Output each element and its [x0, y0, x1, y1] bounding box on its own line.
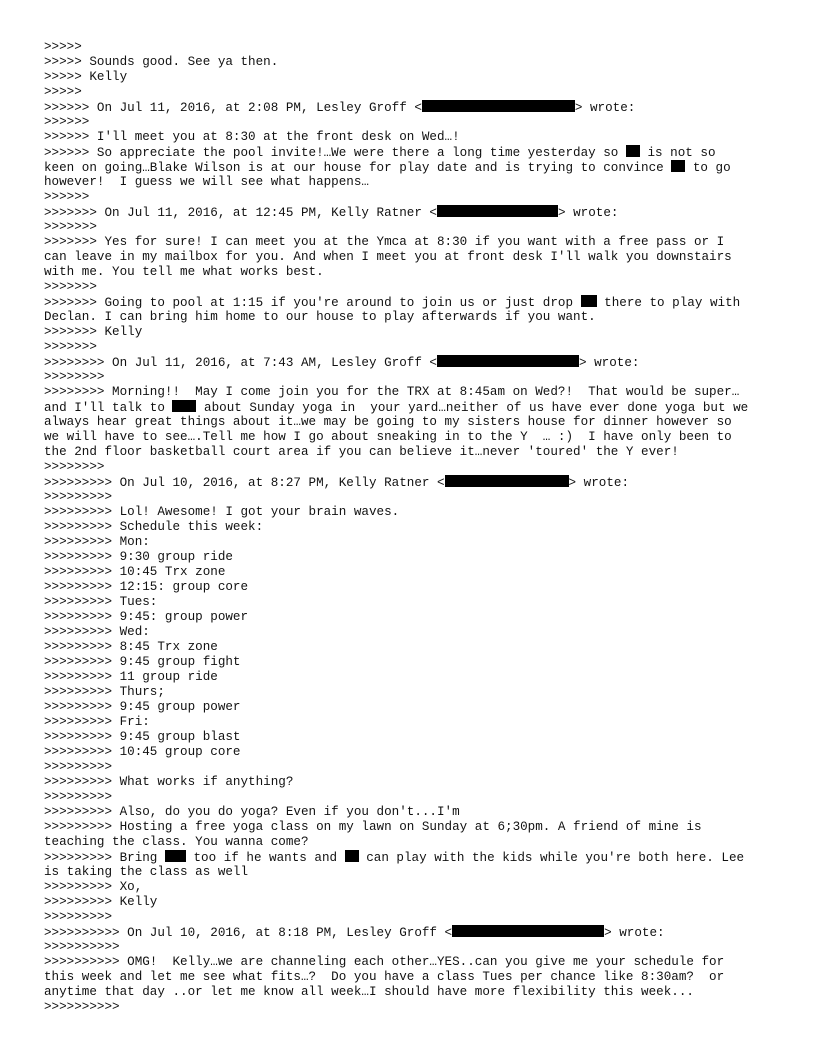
text-segment: > wrote: [558, 206, 619, 220]
email-header-line [44, 925, 784, 940]
text-line [44, 145, 784, 160]
text-segment: >>>>>>>> On Jul 11, 2016, at 7:43 AM, Lesley Groff < [44, 356, 437, 370]
redaction-block [165, 850, 186, 862]
text-line: >>>>>>>>> Xo, [44, 880, 143, 894]
text-segment: >>>>>>>>>> On Jul 10, 2016, at 8:18 PM, Lesley Groff < [44, 926, 453, 940]
text-line: >>>>> Sounds good. See ya then. [44, 55, 279, 69]
text-line: >>>>>>>>> 11 group ride [44, 670, 218, 684]
text-segment: there to play with [596, 296, 741, 310]
text-line [44, 400, 784, 415]
text-segment: too if he wants and [185, 851, 345, 865]
text-line: >>>>>>>>> 9:45 group blast [44, 730, 241, 744]
text-line: >>>>> [44, 85, 82, 99]
text-line: >>>>>>>>> Also, do you do yoga? Even if you don't...I'm [44, 805, 460, 819]
text-segment: is not so [639, 146, 716, 160]
text-line: >>>>>>>>> Thurs; [44, 685, 165, 699]
text-line: >>>>>> [44, 190, 90, 204]
redaction-block [437, 355, 579, 367]
text-line: >>>>>>>>> 10:45 group core [44, 745, 241, 759]
text-line: >>>>>>>> [44, 370, 105, 384]
text-line: >>>>>>>>> Schedule this week: [44, 520, 264, 534]
text-line: >>>>>>>>> 8:45 Trx zone [44, 640, 218, 654]
text-line: >>>>>>>>> Hosting a free yoga class on my lawn on Sunday at 6;30pm. A friend of mine is [44, 820, 702, 834]
text-line: >>>>> Kelly [44, 70, 128, 84]
text-line: >>>>> [44, 40, 82, 54]
text-segment: >>>>>>>>> Bring [44, 851, 165, 865]
text-line: >>>>>>>>> [44, 790, 113, 804]
email-header-line [44, 355, 784, 370]
text-line: >>>>>>>>> 9:45: group power [44, 610, 249, 624]
text-line: >>>>>> [44, 115, 90, 129]
text-line: this week and let me see what fits…? Do you have a class Tues per chance like 8:30am? or [44, 970, 725, 984]
text-segment: > wrote: [604, 926, 665, 940]
text-segment: >>>>>> So appreciate the pool invite!…We were there a long time yesterday so [44, 146, 626, 160]
text-line: can leave in my mailbox for you. And when I meet you at front desk I'll walk you downstairs [44, 250, 732, 264]
redaction-block [422, 100, 575, 112]
redaction-block [452, 925, 604, 937]
text-line: >>>>>>> [44, 220, 97, 234]
text-line: >>>>>>>>> 9:30 group ride [44, 550, 233, 564]
text-line: >>>>>>>> [44, 460, 105, 474]
text-segment: > wrote: [579, 356, 640, 370]
email-thread [44, 40, 784, 1015]
text-line: >>>>>>>>> Tues: [44, 595, 158, 609]
email-header-line [44, 100, 784, 115]
redaction-block [671, 160, 685, 172]
text-segment: keen on going…Blake Wilson is at our house for play date and is trying to convince [44, 161, 672, 175]
text-line: >>>>>>>>> 9:45 group fight [44, 655, 241, 669]
text-segment: about Sunday yoga in your yard…neither of us have ever done yoga but we [196, 401, 749, 415]
text-segment: >>>>>>> Going to pool at 1:15 if you're around to join us or just drop [44, 296, 581, 310]
text-segment: can play with the kids while you're both here. Lee [358, 851, 745, 865]
text-segment: >>>>>> On Jul 11, 2016, at 2:08 PM, Lesley Groff < [44, 101, 422, 115]
text-line: teaching the class. You wanna come? [44, 835, 309, 849]
text-line: >>>>>>>>> Wed: [44, 625, 150, 639]
text-line: >>>>>>>>>> OMG! Kelly…we are channeling each other…YES..can you give me your schedule for [44, 955, 725, 969]
text-line: >>>>>>> [44, 280, 97, 294]
text-line: Declan. I can bring him home to our house to play afterwards if you want. [44, 310, 596, 324]
text-segment: >>>>>>>>> On Jul 10, 2016, at 8:27 PM, Kelly Ratner < [44, 476, 445, 490]
text-line: always hear great things about it…we may be going to my sisters house for dinner however so [44, 415, 732, 429]
text-line: >>>>>> I'll meet you at 8:30 at the front desk on Wed…! [44, 130, 460, 144]
text-line: is taking the class as well [44, 865, 249, 879]
text-line: >>>>>>>> Morning!! May I come join you for the TRX at 8:45am on Wed?! That would be super… [44, 385, 740, 399]
text-line: we will have to see….Tell me how I go about sneaking in to the Y … :) I have only been to [44, 430, 732, 444]
text-line: >>>>>>> [44, 340, 97, 354]
text-line: >>>>>>>>> [44, 760, 113, 774]
text-segment: > wrote: [568, 476, 630, 490]
email-header-line [44, 475, 784, 490]
text-line: however! I guess we will see what happens… [44, 175, 369, 189]
text-line: >>>>>>>>> Mon: [44, 535, 150, 549]
text-line: >>>>>>>>> Fri: [44, 715, 150, 729]
text-segment: > wrote: [574, 101, 636, 115]
redaction-block [437, 205, 558, 217]
text-line: >>>>>>> Yes for sure! I can meet you at the Ymca at 8:30 if you want with a free pass or I [44, 235, 725, 249]
text-line: anytime that day ..or let me know all week…I should have more flexibility this week... [44, 985, 694, 999]
text-line: >>>>>>>>> Lol! Awesome! I got your brain waves. [44, 505, 400, 519]
redaction-block [445, 475, 569, 487]
text-line: >>>>>>>>> [44, 910, 113, 924]
text-line: >>>>>>>>> Kelly [44, 895, 158, 909]
text-line: >>>>>>> Kelly [44, 325, 143, 339]
email-header-line [44, 205, 784, 220]
text-line: with me. You tell me what works best. [44, 265, 324, 279]
text-line [44, 850, 784, 865]
redaction-block [172, 400, 196, 412]
text-line: >>>>>>>>> 9:45 group power [44, 700, 241, 714]
text-line: >>>>>>>>> [44, 490, 113, 504]
text-line: >>>>>>>>> 10:45 Trx zone [44, 565, 226, 579]
text-segment: and I'll talk to [44, 401, 173, 415]
text-line: >>>>>>>>> What works if anything? [44, 775, 294, 789]
text-line [44, 295, 784, 310]
text-line: the 2nd floor basketball court area if you can believe it…never 'toured' the Y ever! [44, 445, 679, 459]
text-line: >>>>>>>>>> [44, 1000, 120, 1014]
redaction-block [626, 145, 640, 157]
redaction-block [581, 295, 597, 307]
text-line: >>>>>>>>>> [44, 940, 120, 954]
redaction-block [345, 850, 359, 862]
text-segment: >>>>>>> On Jul 11, 2016, at 12:45 PM, Kelly Ratner < [44, 206, 437, 220]
text-line [44, 160, 784, 175]
text-line: >>>>>>>>> 12:15: group core [44, 580, 249, 594]
text-segment: to go [685, 161, 731, 175]
